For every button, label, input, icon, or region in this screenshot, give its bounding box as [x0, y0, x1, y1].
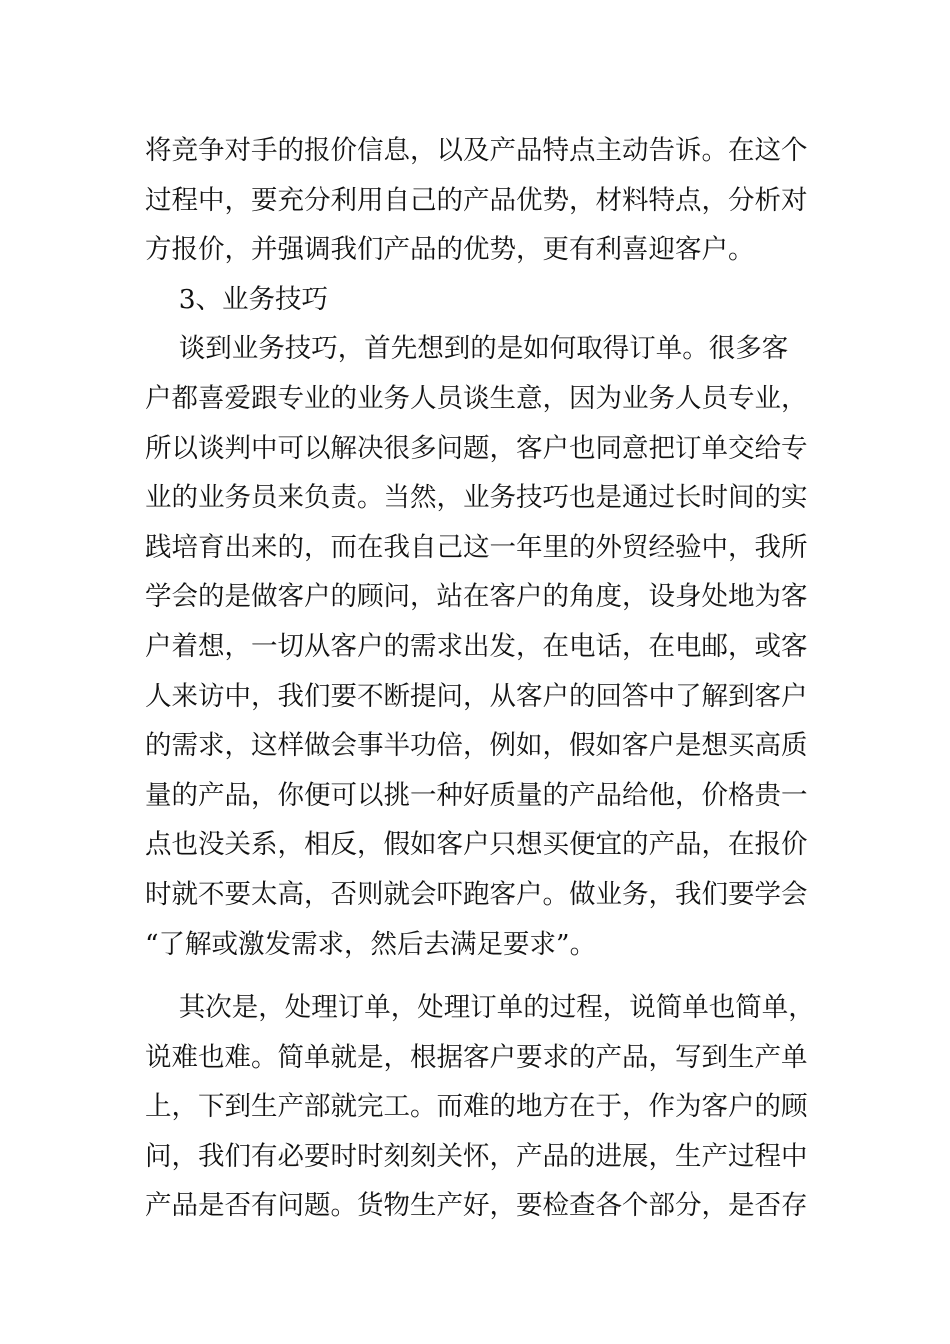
section-heading: 3、业务技巧	[145, 283, 329, 315]
text-line-6: 户都喜爱跟专业的业务人员谈生意，因为业务人员专业，	[145, 382, 808, 414]
text-line-19: 说难也难。简单就是，根据客户要求的产品，写到生产单	[145, 1041, 808, 1073]
text-line-9: 践培育出来的，而在我自己这一年里的外贸经验中，我所	[145, 531, 808, 563]
text-line-22: 产品是否有问题。货物生产好，要检查各个部分，是否存	[145, 1190, 808, 1222]
text-line-13: 的需求，这样做会事半功倍，例如，假如客户是想买高质	[145, 730, 808, 762]
text-line-12: 人来访中，我们要不断提问，从客户的回答中了解到客户	[145, 680, 808, 712]
text-line-15: 点也没关系，相反，假如客户只想买便宜的产品，在报价	[145, 829, 808, 861]
text-line-11: 户着想，一切从客户的需求出发，在电话，在电邮，或客	[145, 630, 808, 662]
text-line-2: 过程中，要充分利用自己的产品优势，材料特点，分析对	[145, 184, 808, 216]
text-line-17: “了解或激发需求，然后去满足要求”。	[145, 928, 597, 960]
body-text	[145, 126, 835, 1231]
text-line-8: 业的业务员来负责。当然，业务技巧也是通过长时间的实	[145, 482, 808, 514]
text-line-16: 时就不要太高，否则就会吓跑客户。做业务，我们要学会	[145, 878, 808, 910]
text-line-21: 问，我们有必要时时刻刻关怀，产品的进展，生产过程中	[145, 1140, 808, 1172]
text-line-5: 谈到业务技巧，首先想到的是如何取得订单。很多客	[145, 333, 789, 365]
text-line-18: 其次是，处理订单，处理订单的过程，说简单也简单，	[145, 992, 815, 1024]
text-line-7: 所以谈判中可以解决很多问题，客户也同意把订单交给专	[145, 432, 808, 464]
text-line-14: 量的产品，你便可以挑一种好质量的产品给他，价格贵一	[145, 779, 808, 811]
text-line-1: 将竞争对手的报价信息，以及产品特点主动告诉。在这个	[145, 135, 808, 166]
text-line-10: 学会的是做客户的顾问，站在客户的角度，设身处地为客	[145, 581, 808, 613]
text-line-20: 上，下到生产部就完工。而难的地方在于，作为客户的顾	[145, 1091, 808, 1123]
paragraph-gap	[145, 969, 835, 983]
text-line-3: 方报价，并强调我们产品的优势，更有利喜迎客户。	[145, 234, 755, 266]
